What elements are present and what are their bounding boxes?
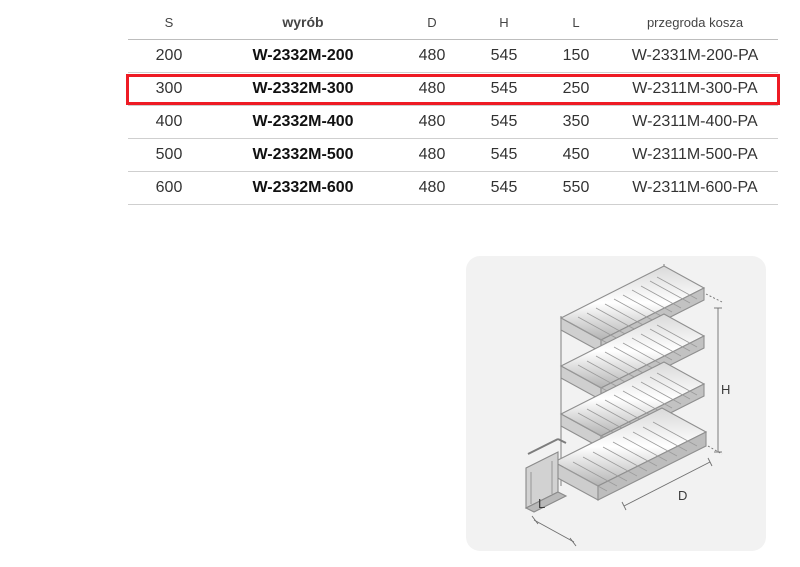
cell-length: 350 <box>540 106 612 139</box>
cell-product-code: W-2332M-400 <box>210 106 396 139</box>
cell-product-code: W-2332M-300 <box>210 73 396 106</box>
table-header <box>128 10 778 40</box>
cell-height: 545 <box>468 172 540 205</box>
cell-size: 300 <box>128 73 210 106</box>
table-body <box>128 40 778 205</box>
cell-depth: 480 <box>396 73 468 106</box>
cell-length: 450 <box>540 139 612 172</box>
column-header-s: S <box>128 10 210 40</box>
cell-divider-code: W-2311M-500-PA <box>612 139 778 172</box>
cell-length: 150 <box>540 40 612 73</box>
cell-height: 545 <box>468 106 540 139</box>
cell-divider-code: W-2311M-600-PA <box>612 172 778 205</box>
cell-product-code: W-2332M-200 <box>210 40 396 73</box>
cell-height: 545 <box>468 139 540 172</box>
cell-depth: 480 <box>396 172 468 205</box>
product-image-panel <box>466 256 766 551</box>
table-header-row <box>128 10 778 40</box>
dimension-label-h: H <box>721 382 731 397</box>
product-spec-table <box>128 10 778 205</box>
cell-divider-code: W-2311M-400-PA <box>612 106 778 139</box>
cell-depth: 480 <box>396 40 468 73</box>
column-header-h: H <box>468 10 540 40</box>
dimension-label-l: L <box>538 496 546 511</box>
table-row <box>128 139 778 172</box>
table-row <box>128 40 778 73</box>
cell-divider-code: W-2331M-200-PA <box>612 40 778 73</box>
cell-depth: 480 <box>396 139 468 172</box>
table-row <box>128 73 778 106</box>
cell-product-code: W-2332M-600 <box>210 172 396 205</box>
cell-size: 600 <box>128 172 210 205</box>
cell-product-code: W-2332M-500 <box>210 139 396 172</box>
cell-length: 250 <box>540 73 612 106</box>
dimension-label-d: D <box>678 488 688 503</box>
table-row <box>128 172 778 205</box>
column-header-l: L <box>540 10 612 40</box>
column-header-d: D <box>396 10 468 40</box>
cell-size: 500 <box>128 139 210 172</box>
cell-size: 200 <box>128 40 210 73</box>
column-header-wyrob: wyrób <box>210 10 396 40</box>
spec-table-wrapper <box>128 10 778 205</box>
cell-height: 545 <box>468 73 540 106</box>
cell-size: 400 <box>128 106 210 139</box>
column-header-przegroda-kosza: przegroda kosza <box>612 10 778 40</box>
cell-depth: 480 <box>396 106 468 139</box>
cell-height: 545 <box>468 40 540 73</box>
table-row <box>128 106 778 139</box>
cell-length: 550 <box>540 172 612 205</box>
cell-divider-code: W-2311M-300-PA <box>612 73 778 106</box>
wire-basket-pull-out-icon <box>466 256 766 551</box>
